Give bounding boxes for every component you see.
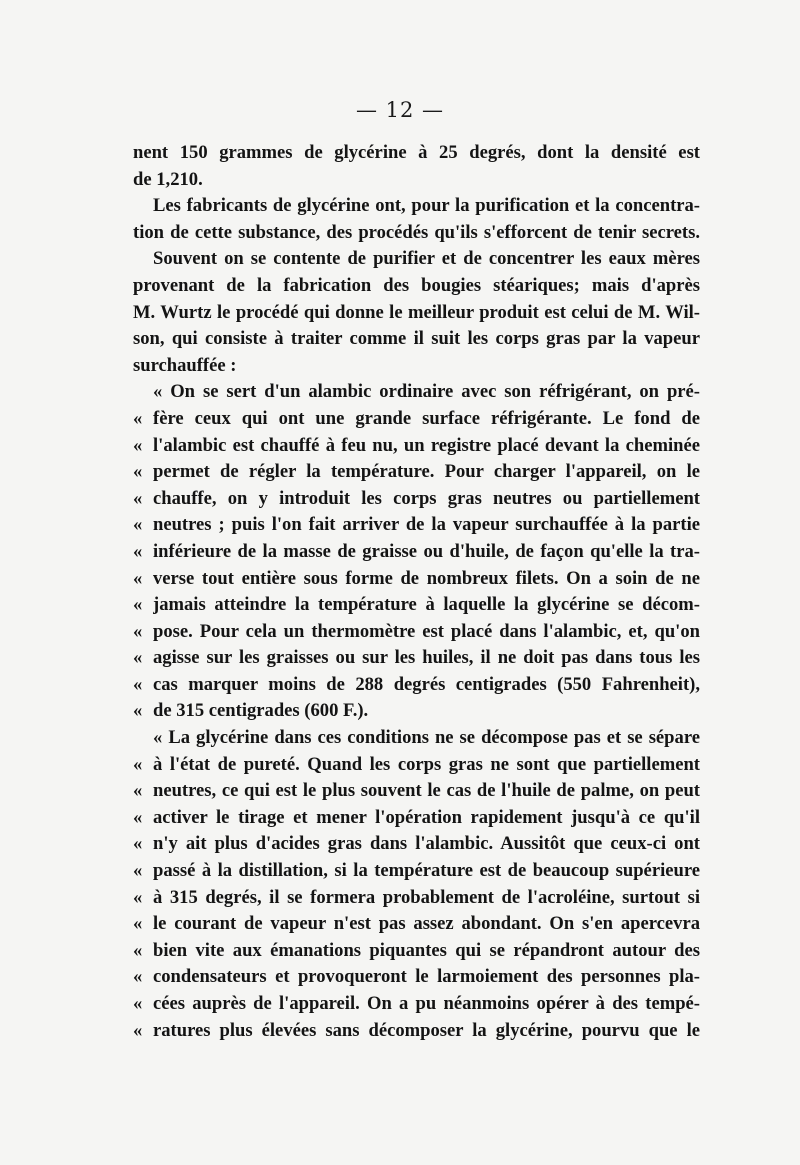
quote-line [133, 831, 700, 858]
quote-mark: « [133, 487, 143, 509]
quote-mark: « [133, 860, 143, 882]
quote-line [133, 379, 700, 406]
quote-line [133, 805, 700, 832]
text-line: Les fabricants de glycérine ont, pour la purification et la concentra- [153, 195, 700, 217]
text-line: de 1,210. [133, 168, 203, 190]
quote-text: inférieure de la masse de graisse ou d'huile, de façon qu'elle la tra- [153, 540, 700, 562]
quote-mark: « [133, 966, 143, 988]
quote-line [133, 645, 700, 672]
quote-text: verse tout entière sous forme de nombreux filets. On a soin de ne [153, 567, 700, 589]
quote-line [133, 566, 700, 593]
quote-mark: « [133, 461, 143, 483]
quoted-passage [133, 379, 700, 1044]
intro-paragraphs [133, 140, 700, 379]
text-line: tion de cette substance, des procédés qu'ils s'efforcent de tenir secrets. [133, 221, 700, 243]
quote-mark [133, 379, 153, 406]
quote-line [133, 885, 700, 912]
quote-mark: « [133, 886, 143, 908]
text-line: nent 150 grammes de glycérine à 25 degrés, dont la densité est [133, 142, 700, 163]
quote-line [133, 619, 700, 646]
quote-text: n'y ait plus d'acides gras dans l'alambic. Aussitôt que ceux-ci ont [153, 833, 700, 855]
quote-mark: « [133, 1019, 143, 1041]
quote-mark: « [133, 700, 143, 722]
quote-mark: « [133, 913, 143, 935]
quote-text: bien vite aux émanations piquantes qui se répandront autour des [153, 939, 700, 961]
quote-text: cées auprès de l'appareil. On a pu néanmoins opérer à des tempé- [153, 993, 700, 1014]
quote-text: condensateurs et provoqueront le larmoiement des personnes pla- [153, 966, 700, 988]
page-number: — 12 — [355, 98, 445, 122]
quote-text: activer le tirage et mener l'opération rapidement jusqu'à ce qu'il [153, 806, 700, 828]
quote-mark: « [133, 833, 143, 855]
text-line: Souvent on se contente de purifier et de concentrer les eaux mères [153, 248, 700, 270]
quote-mark: « [133, 514, 143, 536]
quote-line [133, 964, 700, 991]
quote-line [133, 858, 700, 885]
quote-mark: « [133, 594, 143, 616]
quote-line [133, 459, 700, 486]
quote-line [133, 486, 700, 513]
quote-text: à l'état de pureté. Quand les corps gras ne sont que partiellement [153, 753, 700, 775]
quote-mark: « [133, 647, 143, 669]
quote-text: chauffe, on y introduit les corps gras neutres ou partiellement [153, 487, 700, 509]
text-line: son, qui consiste à traiter comme il suit les corps gras par la vapeur [133, 328, 700, 350]
quote-mark: « [133, 567, 143, 589]
quote-mark: « [133, 540, 143, 562]
quote-mark: « [133, 806, 143, 828]
quote-text: neutres, ce qui est le plus souvent le cas de l'huile de palme, on peut [153, 780, 700, 802]
quote-mark: « [133, 939, 143, 961]
text-line: provenant de la fabrication des bougies stéariques; mais d'après [133, 274, 700, 296]
quote-text: l'alambic est chauffé à feu nu, un registre placé devant la cheminée [153, 434, 700, 456]
quote-text: agisse sur les graisses ou sur les huiles, il ne doit pas dans tous les [153, 647, 700, 669]
quote-text: neutres ; puis l'on fait arriver de la vapeur surchauffée à la partie [153, 514, 700, 536]
quote-text: fère ceux qui ont une grande surface réfrigérante. Le fond de [153, 407, 700, 429]
quote-line [133, 433, 700, 460]
quote-line [133, 672, 700, 699]
quote-text: ratures plus élevées sans décomposer la glycérine, pourvu que le [153, 1019, 700, 1041]
quote-line [133, 938, 700, 965]
quote-text: de 315 centigrades (600 F.). [153, 700, 369, 722]
text-line: M. Wurtz le procédé qui donne le meilleur produit est celui de M. Wil- [133, 301, 700, 323]
quote-line [133, 911, 700, 938]
quote-mark [133, 725, 153, 752]
quote-mark: « [133, 673, 143, 695]
quote-text: à 315 degrés, il se formera probablement de l'acroléine, surtout si [153, 886, 700, 908]
text-line: surchauffée : [133, 354, 237, 376]
quote-line [133, 778, 700, 805]
quote-line [133, 406, 700, 433]
quote-line [133, 698, 700, 725]
quote-line [133, 512, 700, 539]
quote-mark: « [133, 620, 143, 642]
quote-line [133, 539, 700, 566]
body-text [133, 140, 700, 1044]
quote-text: cas marquer moins de 288 degrés centigrades (550 Fahrenheit), [153, 673, 700, 695]
quote-text: « La glycérine dans ces conditions ne se décompose pas et se sépare [153, 727, 700, 749]
quote-text: pose. Pour cela un thermomètre est placé dans l'alambic, et, qu'on [153, 620, 700, 642]
quote-text: jamais atteindre la température à laquelle la glycérine se décom- [153, 594, 700, 616]
quote-mark: « [133, 407, 143, 429]
quote-line [133, 991, 700, 1018]
quote-text: « On se sert d'un alambic ordinaire avec son réfrigérant, on pré- [153, 381, 700, 403]
quote-mark: « [133, 993, 143, 1014]
quote-mark: « [133, 434, 143, 456]
quote-line [133, 725, 700, 752]
quote-text: passé à la distillation, si la température est de beaucoup supérieure [153, 860, 700, 882]
quote-line [133, 592, 700, 619]
quote-line [133, 1018, 700, 1045]
quote-mark: « [133, 753, 143, 775]
quote-text: le courant de vapeur n'est pas assez abondant. On s'en apercevra [153, 913, 700, 935]
quote-line [133, 752, 700, 779]
quote-text: permet de régler la température. Pour charger l'appareil, on le [153, 461, 700, 483]
quote-mark: « [133, 780, 143, 802]
